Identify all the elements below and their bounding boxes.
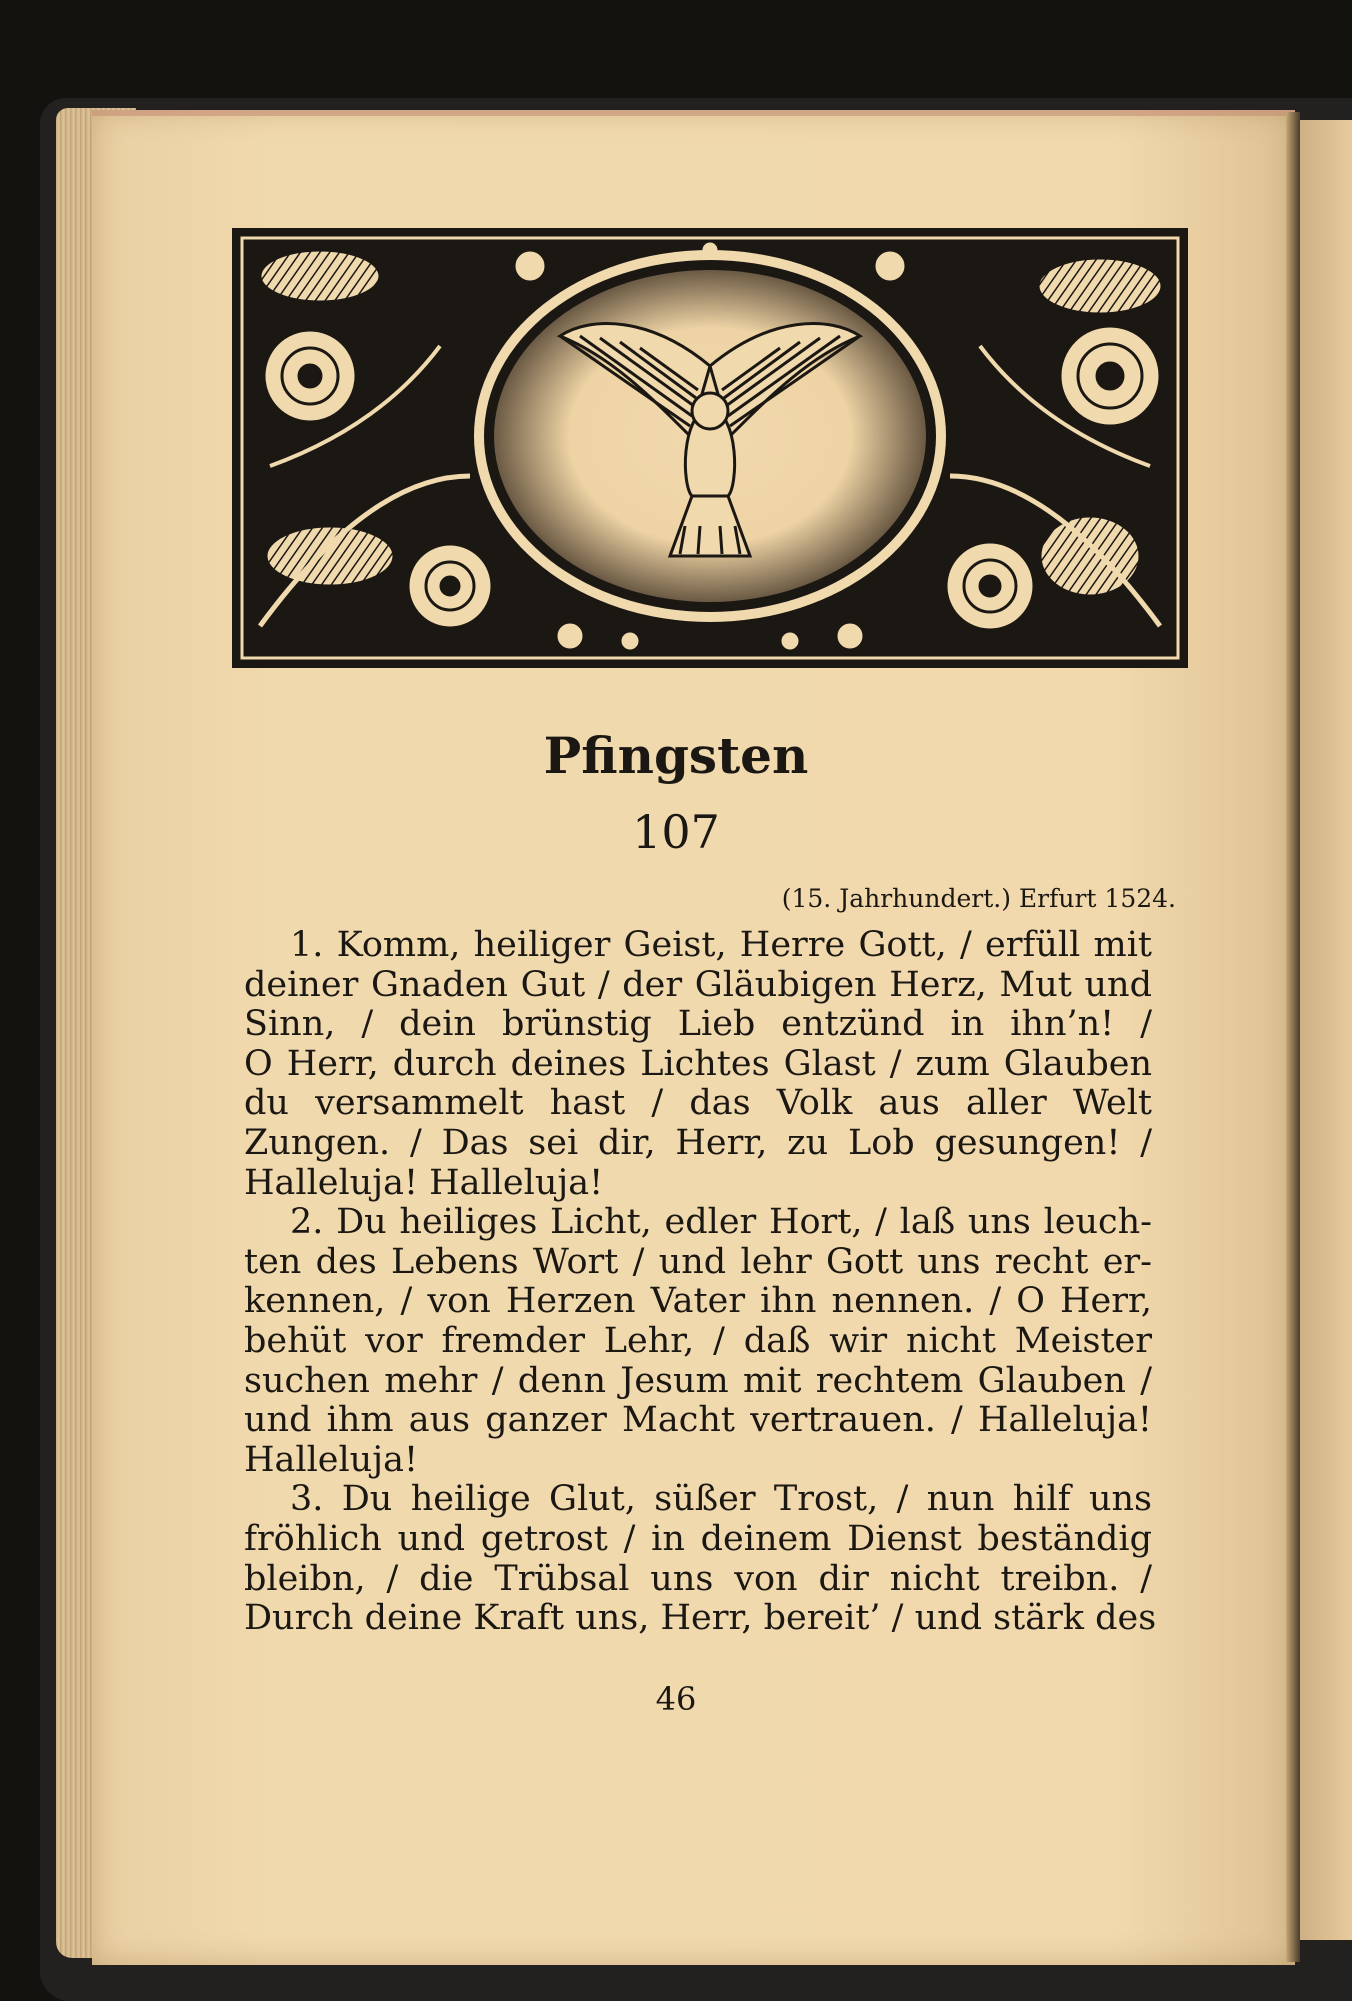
dove-vignette bbox=[230, 226, 1190, 670]
text-line: Sinn, / dein brünstig Lieb entzünd in ihn’n! / bbox=[244, 1004, 1152, 1045]
hymn-number: 107 bbox=[632, 805, 720, 859]
text-line: deiner Gnaden Gut / der Gläubigen Herz, Mut und bbox=[244, 964, 1152, 1005]
hymn-source: (15. Jahrhundert.) Erfurt 1524. bbox=[781, 884, 1176, 913]
text-line: suchen mehr / denn Jesum mit rechtem Glauben / bbox=[244, 1360, 1152, 1401]
text-line: kennen, / von Herzen Vater ihn nennen. / O Herr, bbox=[244, 1281, 1152, 1322]
page-number: 46 bbox=[655, 1680, 697, 1718]
text-line: 3. Du heilige Glut, süßer Trost, / nun hilf uns bbox=[290, 1479, 1152, 1520]
text-line: Durch deine Kraft uns, Herr, bereit’ / und stärk des bbox=[244, 1598, 1157, 1639]
text-line: Halleluja! bbox=[244, 1439, 419, 1480]
text-line: Zungen. / Das sei dir, Herr, zu Lob gesungen! / bbox=[244, 1122, 1152, 1163]
text-line: ten des Lebens Wort / und lehr Gott uns recht er- bbox=[244, 1241, 1152, 1282]
page-top-edge bbox=[92, 110, 1295, 116]
hymn-text bbox=[244, 925, 1157, 1639]
text-line: 2. Du heiliges Licht, edler Hort, / laß uns leuch- bbox=[290, 1202, 1152, 1243]
text-line: und ihm aus ganzer Macht vertrauen. / Halleluja! bbox=[244, 1400, 1152, 1441]
text-line: bleibn, / die Trübsal uns von dir nicht treibn. / bbox=[244, 1558, 1152, 1599]
text-line: du versammelt hast / das Volk aus aller Welt bbox=[244, 1083, 1152, 1124]
text-line: Halleluja! Halleluja! bbox=[244, 1162, 604, 1203]
text-line: O Herr, durch deines Lichtes Glast / zum Glauben bbox=[244, 1043, 1152, 1084]
text-line: fröhlich und getrost / in deinem Dienst beständig bbox=[244, 1518, 1152, 1559]
text-line: 1. Komm, heiliger Geist, Herre Gott, / erfüll mit bbox=[290, 925, 1152, 965]
section-title: Pfingsten bbox=[543, 726, 809, 785]
text-line: behüt vor fremder Lehr, / daß wir nicht Meister bbox=[244, 1320, 1152, 1361]
facing-page-edge bbox=[1300, 120, 1352, 1940]
dove-icon bbox=[230, 226, 1190, 670]
